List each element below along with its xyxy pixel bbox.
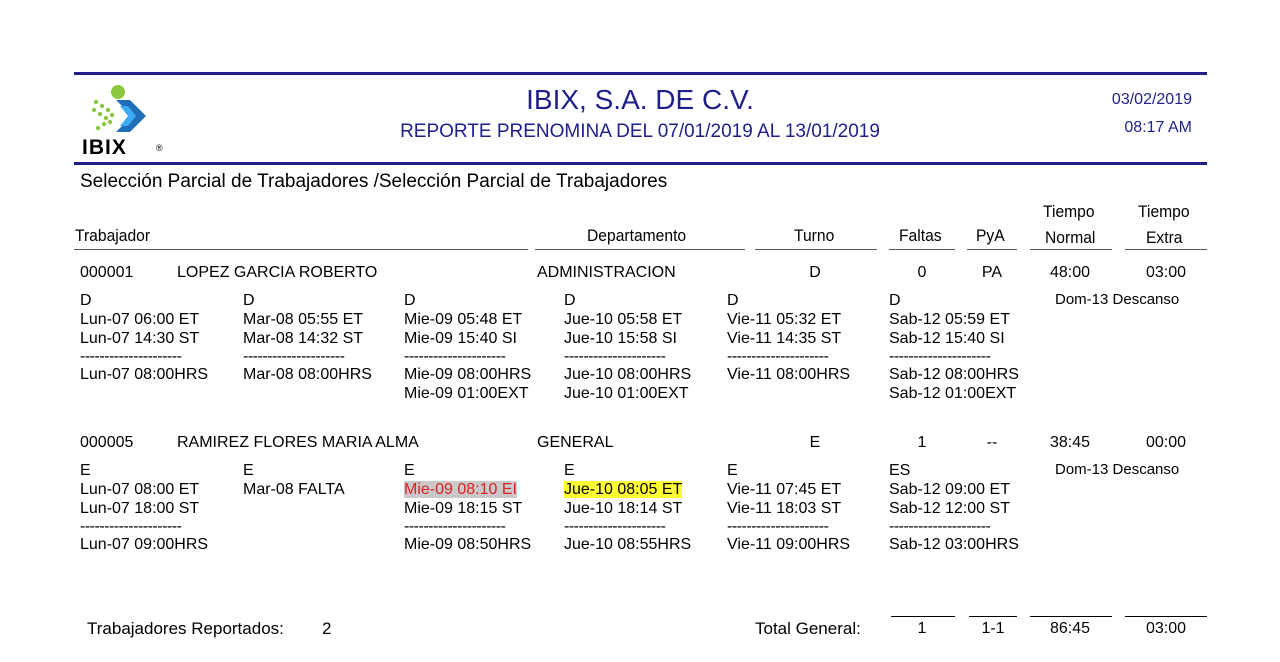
day-separator: --------------------- (404, 348, 506, 365)
day-entry: Lun-07 08:00 ET (80, 481, 200, 498)
total-faltas-rule (891, 616, 955, 617)
day-hours: Lun-07 09:00HRS (80, 536, 209, 553)
day-hours: Mar-08 08:00HRS (243, 366, 372, 383)
day-hours: Jue-10 08:55HRS (564, 536, 692, 553)
employee-turno: E (809, 434, 821, 451)
total-pya-rule (969, 616, 1017, 617)
day-absence: Mar-08 FALTA (243, 481, 345, 498)
day-exit: Mie-09 18:15 ST (404, 500, 523, 517)
report-title: REPORTE PRENOMINA DEL 07/01/2019 AL 13/01/2019 (400, 121, 880, 142)
day-exit: Vie-11 14:35 ST (727, 330, 842, 347)
day-shift-code: D (80, 292, 92, 309)
day-separator: --------------------- (727, 518, 829, 535)
col-departamento: Departamento (587, 226, 687, 245)
day-hours: Jue-10 08:00HRS (564, 366, 692, 383)
report-date: 03/02/2019 (1111, 91, 1192, 108)
employee-extra: 00:00 (1145, 434, 1187, 451)
day-separator: --------------------- (564, 518, 666, 535)
day-block (889, 461, 1019, 554)
day-exit: Lun-07 14:30 ST (80, 330, 200, 347)
employee-faltas: 0 (917, 264, 927, 281)
total-pya: 1-1 (981, 620, 1005, 637)
col-turno: Turno (794, 226, 835, 245)
day-separator: --------------------- (80, 518, 182, 535)
day-entry: Sab-12 09:00 ET (889, 481, 1010, 498)
day-shift-code: D (564, 292, 576, 309)
col-turno-rule (755, 249, 877, 250)
day-block (889, 291, 1019, 403)
day-shift-code: D (243, 292, 255, 309)
employee-normal: 38:45 (1049, 434, 1091, 451)
day-entry: Vie-11 05:32 ET (727, 311, 842, 328)
day-block (564, 291, 691, 403)
employee-normal: 48:00 (1049, 264, 1091, 281)
employee-pya: -- (986, 434, 998, 451)
rest-day: Dom-13 Descanso (1055, 461, 1180, 478)
day-hours: Vie-11 09:00HRS (727, 536, 851, 553)
day-block (404, 461, 531, 554)
logo-wordmark: IBIX (82, 136, 127, 159)
col-trabajador: Trabajador (75, 226, 151, 245)
total-extra-rule (1125, 616, 1207, 617)
day-shift-code: E (404, 462, 415, 479)
total-normal-rule (1030, 616, 1112, 617)
day-separator: --------------------- (564, 348, 666, 365)
day-shift-code: E (727, 462, 738, 479)
col-tiempo-normal-2: Normal (1045, 228, 1096, 247)
day-exit: Mar-08 14:32 ST (243, 330, 364, 347)
col-tiempo-extra-1: Tiempo (1138, 202, 1190, 221)
employee-name: LOPEZ GARCIA ROBERTO (177, 264, 378, 281)
employee-faltas: 1 (917, 434, 927, 451)
col-tiempo-normal-rule (1030, 249, 1112, 250)
day-hours: Mie-09 08:50HRS (404, 536, 532, 553)
col-departamento-rule (535, 249, 745, 250)
reported-count: 2 (322, 619, 332, 638)
col-tiempo-extra-rule (1125, 249, 1207, 250)
day-block (243, 461, 345, 499)
employee-turno: D (809, 264, 821, 281)
day-entry: Jue-10 05:58 ET (564, 311, 683, 328)
selection-text: Selección Parcial de Trabajadores /Selección Parcial de Trabajadores (80, 171, 668, 192)
col-tiempo-normal-1: Tiempo (1043, 202, 1095, 221)
total-extra: 03:00 (1145, 620, 1187, 637)
day-entry: Mie-09 05:48 ET (404, 311, 523, 328)
col-tiempo-extra-2: Extra (1146, 228, 1183, 247)
day-extra-hours: Sab-12 01:00EXT (889, 385, 1017, 402)
day-separator: --------------------- (889, 348, 991, 365)
day-block (243, 291, 372, 384)
day-hours: Lun-07 08:00HRS (80, 366, 209, 383)
registered-mark: ® (156, 143, 163, 153)
day-shift-code: D (889, 292, 901, 309)
day-block (564, 461, 691, 554)
col-pya: PyA (976, 226, 1005, 245)
day-shift-code: E (564, 462, 575, 479)
day-exit: Mie-09 15:40 SI (404, 330, 517, 347)
header-top-rule (74, 72, 1207, 75)
day-entry: Sab-12 05:59 ET (889, 311, 1010, 328)
day-separator: --------------------- (727, 348, 829, 365)
day-hours: Sab-12 08:00HRS (889, 366, 1019, 383)
day-block (80, 461, 208, 554)
day-block (404, 291, 531, 403)
day-entry-late: Mie-09 08:10 EI (404, 481, 517, 498)
day-block (727, 461, 850, 554)
employee-id: 000001 (80, 264, 134, 281)
day-exit: Jue-10 18:14 ST (564, 500, 683, 517)
col-pya-rule (967, 249, 1017, 250)
employee-dept: GENERAL (537, 434, 614, 451)
day-separator: --------------------- (243, 348, 345, 365)
day-shift-code: D (404, 292, 416, 309)
employee-pya: PA (981, 264, 1003, 281)
day-entry: Lun-07 06:00 ET (80, 311, 200, 328)
day-exit: Jue-10 15:58 SI (564, 330, 677, 347)
day-block (80, 291, 208, 384)
employee-extra: 03:00 (1145, 264, 1187, 281)
day-exit: Lun-07 18:00 ST (80, 500, 200, 517)
col-trabajador-rule (74, 249, 528, 250)
report-time: 08:17 AM (1124, 119, 1192, 136)
employee-id: 000005 (80, 434, 134, 451)
day-shift-code: ES (889, 462, 911, 479)
day-separator: --------------------- (889, 518, 991, 535)
day-extra-hours: Mie-09 01:00EXT (404, 385, 529, 402)
employee-dept: ADMINISTRACION (537, 264, 676, 281)
total-label: Total General: (755, 619, 861, 638)
day-entry-highlighted: Jue-10 08:05 ET (564, 481, 683, 498)
day-shift-code: E (80, 462, 91, 479)
total-normal: 86:45 (1049, 620, 1091, 637)
day-hours: Sab-12 03:00HRS (889, 536, 1019, 553)
company-name: IBIX, S.A. DE C.V. (526, 84, 754, 115)
header-bottom-rule (74, 162, 1207, 165)
day-hours: Mie-09 08:00HRS (404, 366, 532, 383)
day-block (727, 291, 850, 384)
day-exit: Sab-12 12:00 ST (889, 500, 1010, 517)
day-extra-hours: Jue-10 01:00EXT (564, 385, 689, 402)
total-faltas: 1 (917, 620, 927, 637)
day-hours: Vie-11 08:00HRS (727, 366, 851, 383)
day-entry: Vie-11 07:45 ET (727, 481, 842, 498)
reported-label: Trabajadores Reportados: (87, 619, 284, 638)
day-separator: --------------------- (404, 518, 506, 535)
col-faltas-rule (889, 249, 955, 250)
day-exit: Sab-12 15:40 SI (889, 330, 1005, 347)
day-entry: Mar-08 05:55 ET (243, 311, 364, 328)
employee-name: RAMIREZ FLORES MARIA ALMA (177, 434, 419, 451)
rest-day: Dom-13 Descanso (1055, 291, 1180, 308)
day-exit: Vie-11 18:03 ST (727, 500, 842, 517)
day-separator: --------------------- (80, 348, 182, 365)
day-shift-code: D (727, 292, 739, 309)
day-shift-code: E (243, 462, 254, 479)
col-faltas: Faltas (899, 226, 942, 245)
